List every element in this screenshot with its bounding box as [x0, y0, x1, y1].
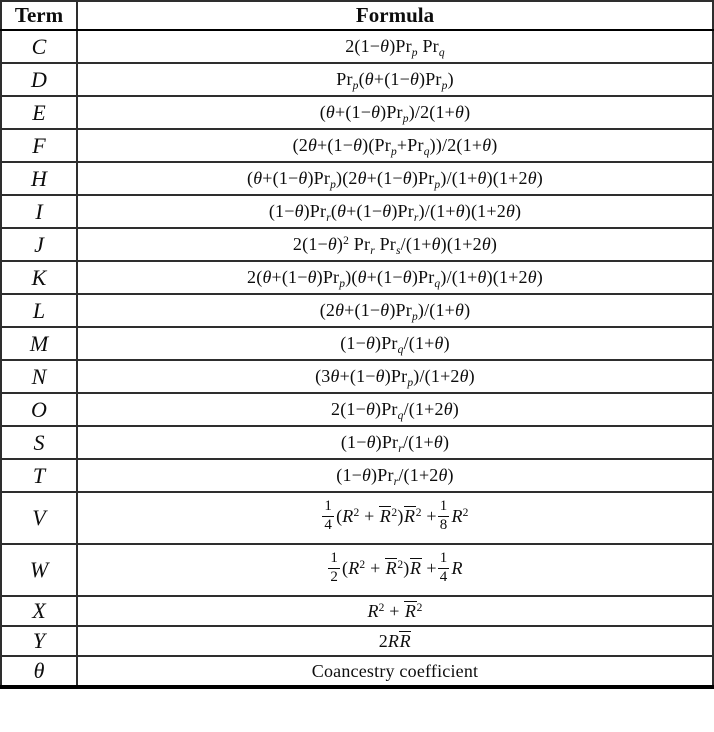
- table-row: [1, 360, 713, 393]
- table-row: [1, 63, 713, 96]
- table-row: [1, 492, 713, 544]
- table-row: [1, 162, 713, 195]
- formula-column-header: Formula: [77, 1, 713, 30]
- formula-cell: $(2\theta+(1-\theta)(Pr_p+Pr_q))/2(1+\theta)$: [77, 129, 713, 162]
- table-row: [1, 294, 713, 327]
- term-cell: S: [1, 426, 77, 459]
- term-cell: J: [1, 228, 77, 261]
- table-row: [1, 656, 713, 687]
- table-body: [1, 30, 713, 687]
- table-row: [1, 626, 713, 656]
- table-row: [1, 96, 713, 129]
- table-row: [1, 327, 713, 360]
- formula-cell: 2RR: [77, 626, 713, 656]
- formula-cell: $(1-\theta)Pr_q/(1+\theta)$: [77, 327, 713, 360]
- formula-cell: $(1-\theta)Pr_r(\theta+(1-\theta)Pr_r)/(1+\theta)(1+2\theta)$: [77, 195, 713, 228]
- formula-cell: $2(1-\theta)Pr_q/(1+2\theta)$: [77, 393, 713, 426]
- table-row: [1, 393, 713, 426]
- term-cell: X: [1, 596, 77, 626]
- table-row: [1, 228, 713, 261]
- table-row: [1, 30, 713, 63]
- term-column-header: Term: [1, 1, 77, 30]
- term-cell: C: [1, 30, 77, 63]
- table-row: [1, 261, 713, 294]
- formula-cell: $(1-\theta)Pr_r/(1+\theta)$: [77, 426, 713, 459]
- formula-cell: $Pr_p(\theta+(1-\theta)Pr_p)$: [77, 63, 713, 96]
- formula-cell: Coancestry coefficient: [77, 656, 713, 687]
- table-header: [1, 1, 713, 30]
- term-cell: L: [1, 294, 77, 327]
- term-cell: N: [1, 360, 77, 393]
- table-row: [1, 459, 713, 492]
- term-cell: θ: [1, 656, 77, 687]
- term-cell: I: [1, 195, 77, 228]
- table-row: [1, 195, 713, 228]
- term-cell: F: [1, 129, 77, 162]
- term-cell: H: [1, 162, 77, 195]
- formula-cell: $2(\theta+(1-\theta)Pr_p)(\theta+(1-\theta)Pr_q)/(1+\theta)(1+2\theta)$: [77, 261, 713, 294]
- formula-cell: $\frac{1}{4}$ $(R^2 + R^2)R^2$ + $\frac{1}{8}$ $R^2$: [77, 492, 713, 544]
- table-row: [1, 129, 713, 162]
- term-cell: O: [1, 393, 77, 426]
- formula-cell: $(\theta+(1-\theta)Pr_p)/2(1+\theta)$: [77, 96, 713, 129]
- table-row: [1, 426, 713, 459]
- formula-cell: $(\theta+(1-\theta)Pr_p)(2\theta+(1-\theta)Pr_p)/(1+\theta)(1+2\theta)$: [77, 162, 713, 195]
- table-row: [1, 544, 713, 596]
- term-cell: M: [1, 327, 77, 360]
- term-cell: Y: [1, 626, 77, 656]
- formula-cell: $(3\theta+(1-\theta)Pr_p)/(1+2\theta)$: [77, 360, 713, 393]
- formula-cell: $(1-\theta)Pr_r/(1+2\theta)$: [77, 459, 713, 492]
- formula-cell: $R^2 + R^2$: [77, 596, 713, 626]
- term-cell: K: [1, 261, 77, 294]
- formula-cell: $(2\theta+(1-\theta)Pr_p)/(1+\theta)$: [77, 294, 713, 327]
- term-cell: V: [1, 492, 77, 544]
- formula-cell: $\frac{1}{2}$ $(R^2 + R^2)R$ + $\frac{1}{4}$ R: [77, 544, 713, 596]
- term-cell: T: [1, 459, 77, 492]
- term-cell: W: [1, 544, 77, 596]
- term-cell: D: [1, 63, 77, 96]
- formula-cell: $2(1-\theta)^2$ $Pr_r$ $Pr_s/(1+\theta)(1+2\theta)$: [77, 228, 713, 261]
- table-row: [1, 596, 713, 626]
- term-cell: E: [1, 96, 77, 129]
- header-row: [1, 1, 713, 30]
- formula-cell: $2(1-\theta)Pr_p$ $Pr_q$: [77, 30, 713, 63]
